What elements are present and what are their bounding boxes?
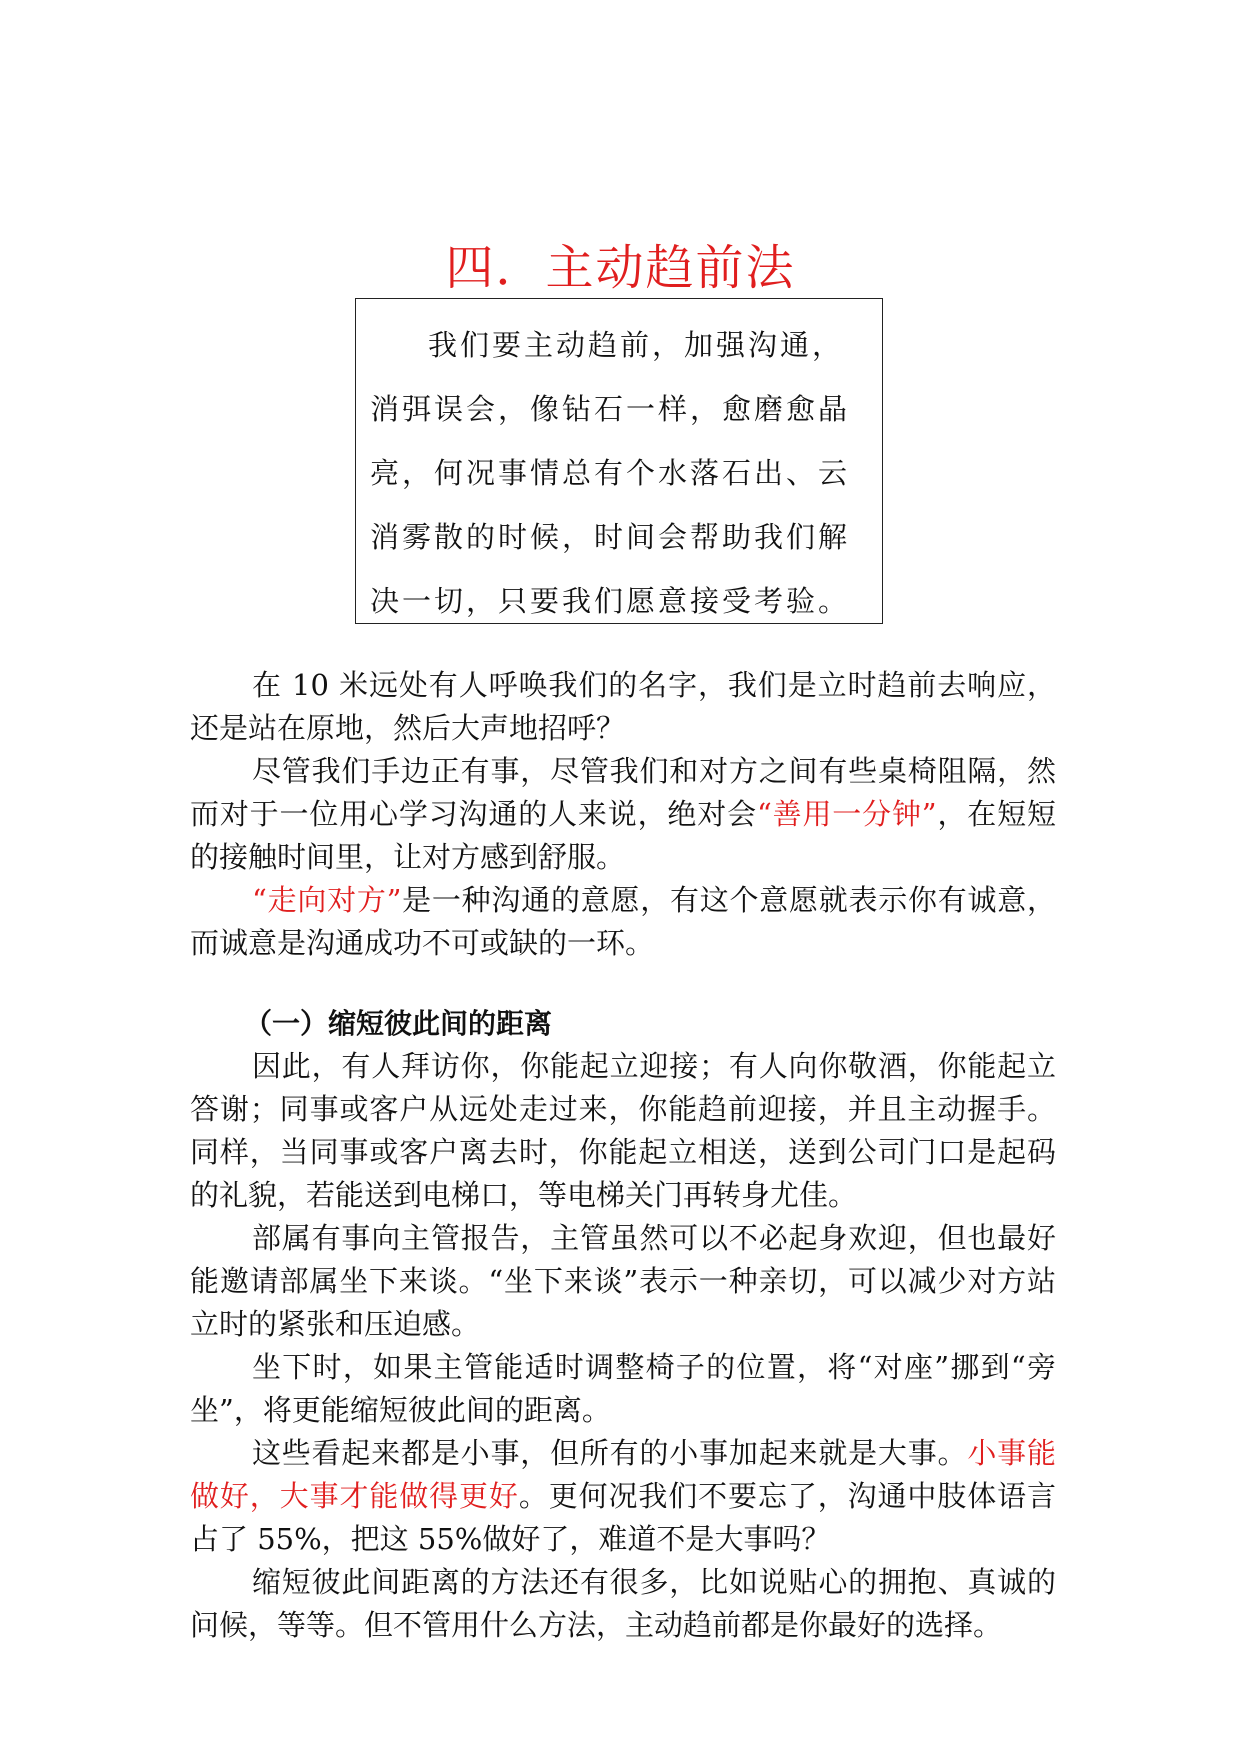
page-title: 四．主动趋前法 [445,240,796,296]
section-p4-text-a: 这些看起来都是小事，但所有的小事加起来就是大事。 [252,1436,968,1470]
section-paragraph-3: 坐下时，如果主管能适时调整椅子的位置，将“对座”挪到“旁坐”，将更能缩短彼此间的距离。 [190,1350,1056,1427]
intro-p2-text-b: ，在短短的接触时间里，让对方感到舒服。 [190,797,1056,874]
intro-paragraph-2 [190,750,1056,879]
body-text [190,664,1056,1647]
section-paragraph-2: 部属有事向主管报告，主管虽然可以不必起身欢迎，但也最好能邀请部属坐下来谈。“坐下来谈”表示一种亲切，可以减少对方站立时的紧张和压迫感。 [190,1221,1056,1341]
section-paragraph-1: 因此，有人拜访你，你能起立迎接；有人向你敬酒，你能起立答谢；同事或客户从远处走过来，你能趋前迎接，并且主动握手。同样，当同事或客户离去时，你能起立相送，送到公司门口是起码的礼貌，若能送到电梯口，等电梯关门再转身尤佳。 [190,1049,1056,1212]
intro-paragraph-1: 在 10 米远处有人呼唤我们的名字，我们是立时趋前去响应，还是站在原地，然后大声地招呼？ [190,668,1056,745]
section-heading: （一）缩短彼此间的距离 [244,1007,553,1040]
section-p4-highlight: 小事能做好，大事才能做得更好 [190,1436,1056,1513]
quote-box [355,298,883,624]
section-paragraph-4 [190,1432,1056,1561]
quote-text: 我们要主动趋前，加强沟通，消弭误会，像钻石一样，愈磨愈晶亮，何况事情总有个水落石出、云消雾散的时候，时间会帮助我们解决一切，只要我们愿意接受考验。 [370,328,851,618]
section-paragraph-5: 缩短彼此间距离的方法还有很多，比如说贴心的拥抱、真诚的问候，等等。但不管用什么方法，主动趋前都是你最好的选择。 [190,1565,1056,1642]
intro-p3-highlight: “走向对方” [252,883,402,917]
intro-p3-text-b: 是一种沟通的意愿，有这个意愿就表示你有诚意，而诚意是沟通成功不可或缺的一环。 [190,883,1056,960]
intro-p2-highlight: “善用一分钟” [756,797,937,831]
intro-paragraph-3 [190,879,1056,965]
intro-p2-text-a: 尽管我们手边正有事，尽管我们和对方之间有些桌椅阻隔，然而对于一位用心学习沟通的人来说，绝对会 [190,754,1056,831]
section-p4-text-b: 。更何况我们不要忘了，沟通中肢体语言占了 55%，把这 55%做好了，难道不是大事吗？ [190,1479,1056,1556]
